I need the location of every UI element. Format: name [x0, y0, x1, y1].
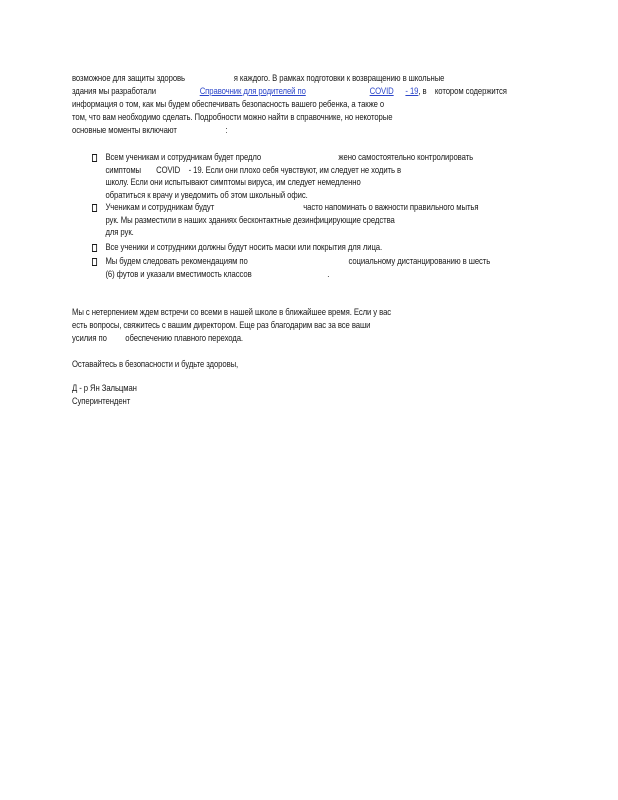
signer-name: Д - р Ян Зальцман	[72, 383, 137, 393]
bullet-marker-icon	[92, 244, 97, 252]
closing-line-2: есть вопросы, свяжитесь с вашим директором. Еще раз благодарим вас за все ваши	[72, 320, 371, 330]
closing-line-1: Мы с нетерпением ждем встречи со всеми в нашей школе в ближайшее время. Если у вас	[72, 307, 392, 317]
text-fragment: :	[225, 125, 228, 135]
text-fragment: основные моменты включают	[72, 125, 177, 135]
intro-line-4: том, что вам необходимо сделать. Подробности можно найти в справочнике, но некоторые	[72, 112, 393, 122]
text-fragment: , в	[418, 86, 427, 96]
text-fragment: котором содержится	[434, 86, 507, 96]
closing-line-3	[72, 333, 243, 345]
text-fragment: я каждого. В рамках подготовки к возвращению в школьные	[233, 73, 445, 83]
bullet-marker-icon	[92, 258, 97, 266]
text-fragment: усилия по	[72, 333, 107, 343]
bullet-item-2: Ученикам и сотрудникам будут часто напоминать о важности правильного мытья рук. Мы разместили в наших зданиях бесконтактные дезинфицирующие средства для рук.	[92, 202, 445, 239]
bullet-item-4: Мы будем следовать рекомендациям по социальному дистанцированию в шесть (6) футов и указали вместимость классов .	[92, 256, 445, 280]
bullet-marker-icon	[92, 154, 97, 162]
parent-handbook-link[interactable]: Справочник для родителей по COVID - 19	[199, 86, 419, 96]
text-fragment: здания мы разработали	[72, 86, 157, 96]
text-fragment: возможное для защиты здоровь	[72, 73, 185, 83]
bullet-item-3: Все ученики и сотрудники должны будут носить маски или покрытия для лица.	[92, 242, 445, 254]
signer-title: Суперинтендент	[72, 396, 131, 406]
bullet-item-1: Всем ученикам и сотрудникам будет предло жено самостоятельно контролировать симптомы COVID - 19. Если они плохо себя чувствуют, им следует не ходить в школу. Если они испытывают симптомы вируса, им следует немедленно обратиться к врачу и уведомить об этом школьный офис.	[92, 152, 445, 201]
intro-line-5	[72, 125, 228, 137]
bullet-list	[92, 152, 512, 280]
farewell-line: Оставайтесь в безопасности и будьте здоровы,	[72, 359, 239, 369]
bullet-marker-icon	[92, 204, 97, 212]
intro-line-3: информация о том, как мы будем обеспечивать безопасность вашего ребенка, а также о	[72, 99, 385, 109]
text-fragment: обеспечению плавного перехода.	[125, 333, 244, 343]
intro-line-2	[72, 86, 507, 98]
intro-line-1	[72, 73, 444, 85]
